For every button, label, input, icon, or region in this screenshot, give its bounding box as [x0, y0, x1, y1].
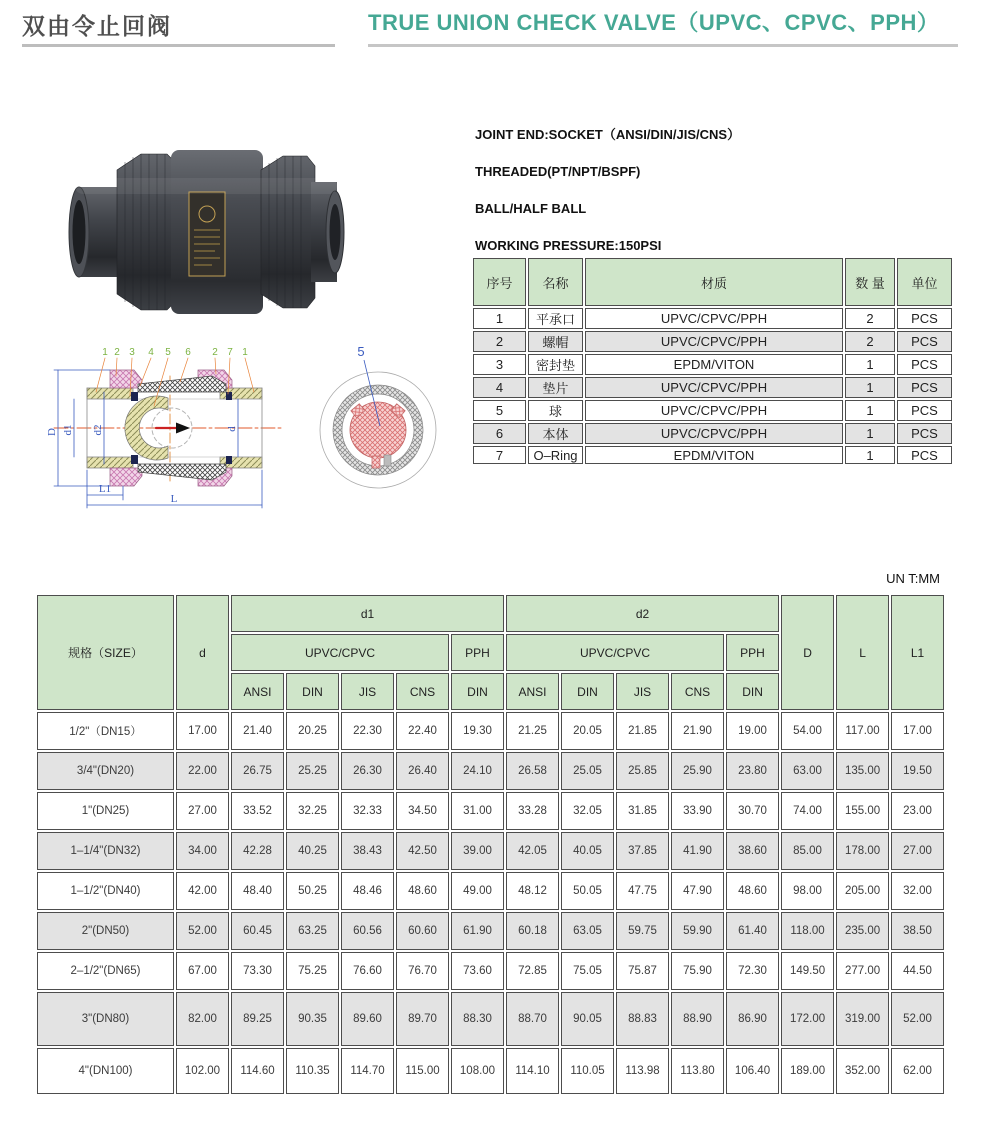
- dim-cell-value: 52.00: [891, 992, 944, 1046]
- parts-table-cell: PCS: [897, 446, 952, 464]
- dim-cell-value: 59.90: [671, 912, 724, 950]
- callout-2: 2: [114, 347, 120, 358]
- dim-cell-value: 31.85: [616, 792, 669, 830]
- spec-ball: BALL/HALF BALL: [475, 201, 587, 216]
- unit-note: UN T:MM: [886, 571, 940, 586]
- dim-cell-value: 17.00: [176, 712, 229, 750]
- dim-cell-value: 63.25: [286, 912, 339, 950]
- dim-cell-value: 110.05: [561, 1048, 614, 1094]
- dim-cell-value: 72.30: [726, 952, 779, 990]
- dim-cell-value: 88.70: [506, 992, 559, 1046]
- dim-cell-value: 33.28: [506, 792, 559, 830]
- dim-cell-value: 21.40: [231, 712, 284, 750]
- dim-cell-value: 60.60: [396, 912, 449, 950]
- dim-cell-value: 155.00: [836, 792, 889, 830]
- dim-cell-value: 25.85: [616, 752, 669, 790]
- dim-cell-value: 60.45: [231, 912, 284, 950]
- parts-table-cell: 3: [473, 354, 526, 375]
- dim-cell-value: 86.90: [726, 992, 779, 1046]
- parts-table-cell: 1: [845, 354, 895, 375]
- dim-cell-value: 19.50: [891, 752, 944, 790]
- dim-header-standard: CNS: [671, 673, 724, 710]
- flow-arrow: [176, 423, 190, 434]
- dim-header-standard: JIS: [616, 673, 669, 710]
- dim-cell-value: 26.40: [396, 752, 449, 790]
- valve-body-illustration: [69, 150, 344, 314]
- dim-header-upvc-d1: UPVC/CPVC: [231, 634, 449, 671]
- dim-label-d: d: [226, 426, 238, 432]
- dim-header-standard: DIN: [561, 673, 614, 710]
- dim-cell-value: 114.70: [341, 1048, 394, 1094]
- page-title-english: TRUE UNION CHECK VALVE（UPVC、CPVC、PPH）: [368, 10, 940, 35]
- dim-cell-value: 47.90: [671, 872, 724, 910]
- section-callout-5: 5: [357, 344, 365, 359]
- parts-table-cell: 本体: [528, 423, 583, 444]
- parts-table-cell: 密封垫: [528, 354, 583, 375]
- dim-table-row: [37, 992, 944, 1046]
- dim-header-standard: DIN: [451, 673, 504, 710]
- parts-table-cell: 5: [473, 400, 526, 421]
- parts-header-name: 名称: [528, 258, 583, 306]
- dim-table-row: [37, 712, 944, 750]
- parts-table-cell: 4: [473, 377, 526, 398]
- dim-cell-value: 32.05: [561, 792, 614, 830]
- dim-cell-value: 110.35: [286, 1048, 339, 1094]
- parts-table-cell: 6: [473, 423, 526, 444]
- dim-cell-value: 42.28: [231, 832, 284, 870]
- dim-table-row: [37, 752, 944, 790]
- dim-cell-value: 75.87: [616, 952, 669, 990]
- dim-cell-value: 26.75: [231, 752, 284, 790]
- dim-cell-value: 319.00: [836, 992, 889, 1046]
- dim-cell-value: 50.05: [561, 872, 614, 910]
- dim-header-D: D: [781, 595, 834, 710]
- callout-5: 5: [165, 347, 171, 358]
- dim-header-L1: L1: [891, 595, 944, 710]
- dim-cell-value: 89.70: [396, 992, 449, 1046]
- dim-cell-size: 2–1/2"(DN65): [37, 952, 174, 990]
- dim-cell-value: 74.00: [781, 792, 834, 830]
- dim-cell-value: 172.00: [781, 992, 834, 1046]
- dim-cell-value: 40.25: [286, 832, 339, 870]
- dim-cell-value: 27.00: [891, 832, 944, 870]
- parts-table-cell: 1: [845, 446, 895, 464]
- dim-cell-value: 23.80: [726, 752, 779, 790]
- dim-cell-value: 73.30: [231, 952, 284, 990]
- parts-table-row: [473, 308, 952, 329]
- dim-cell-value: 114.10: [506, 1048, 559, 1094]
- spec-threaded: THREADED(PT/NPT/BSPF): [475, 164, 641, 179]
- parts-table-cell: 平承口: [528, 308, 583, 329]
- parts-header-material: 材质: [585, 258, 843, 306]
- dim-header-row-1: [37, 595, 944, 632]
- dim-cell-value: 38.50: [891, 912, 944, 950]
- dim-cell-value: 38.43: [341, 832, 394, 870]
- dim-cell-value: 44.50: [891, 952, 944, 990]
- dim-table-row: [37, 952, 944, 990]
- parts-table-cell: 2: [845, 331, 895, 352]
- callout-4: 4: [148, 347, 154, 358]
- dim-cell-value: 75.05: [561, 952, 614, 990]
- dim-cell-value: 98.00: [781, 872, 834, 910]
- dim-label-d2: d2: [92, 424, 104, 436]
- dim-cell-value: 41.90: [671, 832, 724, 870]
- dim-cell-value: 20.05: [561, 712, 614, 750]
- dim-cell-value: 88.90: [671, 992, 724, 1046]
- parts-table-cell: 螺帽: [528, 331, 583, 352]
- dim-cell-value: 61.40: [726, 912, 779, 950]
- dim-cell-value: 149.50: [781, 952, 834, 990]
- parts-table-cell: PCS: [897, 354, 952, 375]
- dim-cell-value: 32.33: [341, 792, 394, 830]
- callout-2b: 2: [212, 347, 218, 358]
- dim-cell-value: 34.00: [176, 832, 229, 870]
- parts-table-cell: EPDM/VITON: [585, 354, 843, 375]
- dim-cell-value: 178.00: [836, 832, 889, 870]
- spec-list: [475, 116, 945, 264]
- dim-cell-value: 277.00: [836, 952, 889, 990]
- dim-cell-value: 52.00: [176, 912, 229, 950]
- dim-header-standard: JIS: [341, 673, 394, 710]
- ball-front: [350, 402, 406, 468]
- dim-label-d1: d1: [62, 424, 74, 436]
- dim-cell-value: 89.25: [231, 992, 284, 1046]
- dim-cell-value: 76.60: [341, 952, 394, 990]
- dim-cell-value: 22.30: [341, 712, 394, 750]
- dim-cell-value: 32.25: [286, 792, 339, 830]
- dim-header-size: 规格（SIZE）: [37, 595, 174, 710]
- dim-label-L1: L1: [98, 483, 112, 495]
- dim-cell-value: 25.25: [286, 752, 339, 790]
- dim-cell-value: 82.00: [176, 992, 229, 1046]
- dim-cell-value: 48.12: [506, 872, 559, 910]
- dim-cell-value: 21.25: [506, 712, 559, 750]
- parts-table-cell: 7: [473, 446, 526, 464]
- dim-cell-value: 72.85: [506, 952, 559, 990]
- dim-cell-value: 17.00: [891, 712, 944, 750]
- dim-cell-value: 63.00: [781, 752, 834, 790]
- dim-cell-value: 67.00: [176, 952, 229, 990]
- parts-table-cell: 1: [845, 400, 895, 421]
- dim-cell-value: 25.90: [671, 752, 724, 790]
- dim-cell-value: 102.00: [176, 1048, 229, 1094]
- dim-header-standard: CNS: [396, 673, 449, 710]
- parts-table-cell: 2: [845, 308, 895, 329]
- parts-table-cell: UPVC/CPVC/PPH: [585, 423, 843, 444]
- parts-table-cell: PCS: [897, 377, 952, 398]
- parts-table-cell: 球: [528, 400, 583, 421]
- parts-table-cell: UPVC/CPVC/PPH: [585, 331, 843, 352]
- dim-cell-value: 85.00: [781, 832, 834, 870]
- dim-cell-size: 3"(DN80): [37, 992, 174, 1046]
- dim-header-upvc-d2: UPVC/CPVC: [506, 634, 724, 671]
- callout-1b: 1: [242, 347, 248, 358]
- technical-drawing: [30, 340, 450, 540]
- dim-cell-value: 352.00: [836, 1048, 889, 1094]
- parts-table-row: [473, 354, 952, 375]
- dim-cell-value: 20.25: [286, 712, 339, 750]
- dim-cell-value: 33.90: [671, 792, 724, 830]
- product-photo-valve: [55, 140, 345, 335]
- parts-table: [471, 256, 954, 466]
- dim-cell-size: 4"(DN100): [37, 1048, 174, 1094]
- dim-cell-value: 22.00: [176, 752, 229, 790]
- parts-table-cell: 1: [473, 308, 526, 329]
- dim-cell-size: 2"(DN50): [37, 912, 174, 950]
- dim-cell-value: 61.90: [451, 912, 504, 950]
- dim-cell-value: 189.00: [781, 1048, 834, 1094]
- dim-cell-value: 48.46: [341, 872, 394, 910]
- parts-table-cell: PCS: [897, 423, 952, 444]
- dim-cell-value: 42.00: [176, 872, 229, 910]
- dim-cell-size: 1/2"（DN15）: [37, 712, 174, 750]
- dim-cell-value: 48.60: [726, 872, 779, 910]
- dim-table-row: [37, 912, 944, 950]
- parts-table-cell: O–Ring: [528, 446, 583, 464]
- dim-cell-value: 90.35: [286, 992, 339, 1046]
- dim-cell-value: 117.00: [836, 712, 889, 750]
- dim-cell-value: 33.52: [231, 792, 284, 830]
- dim-cell-value: 31.00: [451, 792, 504, 830]
- dim-table-body: [37, 712, 944, 1094]
- dim-cell-value: 114.60: [231, 1048, 284, 1094]
- dim-cell-value: 59.75: [616, 912, 669, 950]
- dim-header-standard: DIN: [726, 673, 779, 710]
- parts-table-cell: 1: [845, 377, 895, 398]
- dim-table-row: [37, 832, 944, 870]
- dim-cell-value: 39.00: [451, 832, 504, 870]
- parts-table-row: [473, 446, 952, 464]
- dim-label-D: D: [46, 428, 58, 436]
- callout-6: 6: [185, 347, 191, 358]
- dim-cell-value: 27.00: [176, 792, 229, 830]
- dim-header-standard: DIN: [286, 673, 339, 710]
- dim-cell-value: 23.00: [891, 792, 944, 830]
- dim-cell-value: 235.00: [836, 912, 889, 950]
- dim-cell-value: 49.00: [451, 872, 504, 910]
- parts-table-row: [473, 423, 952, 444]
- dim-cell-value: 115.00: [396, 1048, 449, 1094]
- parts-table-cell: UPVC/CPVC/PPH: [585, 400, 843, 421]
- dim-header-pph-d1: PPH: [451, 634, 504, 671]
- dim-cell-value: 21.90: [671, 712, 724, 750]
- dim-cell-value: 75.90: [671, 952, 724, 990]
- dim-cell-value: 38.60: [726, 832, 779, 870]
- callout-numbers: [102, 347, 248, 358]
- dim-cell-value: 106.40: [726, 1048, 779, 1094]
- dim-table-row: [37, 872, 944, 910]
- parts-table-cell: EPDM/VITON: [585, 446, 843, 464]
- callout-7: 7: [227, 347, 233, 358]
- dim-cell-size: 1–1/2"(DN40): [37, 872, 174, 910]
- dim-cell-value: 48.60: [396, 872, 449, 910]
- dim-cell-value: 135.00: [836, 752, 889, 790]
- dim-cell-value: 48.40: [231, 872, 284, 910]
- dim-cell-value: 24.10: [451, 752, 504, 790]
- dim-cell-value: 47.75: [616, 872, 669, 910]
- dim-cell-value: 30.70: [726, 792, 779, 830]
- parts-header-qty: 数 量: [845, 258, 895, 306]
- dim-cell-value: 34.50: [396, 792, 449, 830]
- dim-label-L: L: [170, 493, 178, 505]
- dim-cell-value: 75.25: [286, 952, 339, 990]
- parts-table-body: [473, 308, 952, 464]
- dim-cell-value: 50.25: [286, 872, 339, 910]
- callout-1: 1: [102, 347, 108, 358]
- parts-table-header-row: [473, 258, 952, 306]
- dim-cell-value: 22.40: [396, 712, 449, 750]
- dim-cell-value: 90.05: [561, 992, 614, 1046]
- parts-table-cell: PCS: [897, 331, 952, 352]
- dim-cell-value: 76.70: [396, 952, 449, 990]
- dim-cell-value: 37.85: [616, 832, 669, 870]
- dim-cell-size: 1"(DN25): [37, 792, 174, 830]
- dim-cell-value: 32.00: [891, 872, 944, 910]
- dim-cell-value: 42.50: [396, 832, 449, 870]
- parts-table-cell: 1: [845, 423, 895, 444]
- section-view: [320, 344, 436, 488]
- parts-table-cell: 垫片: [528, 377, 583, 398]
- dim-cell-value: 54.00: [781, 712, 834, 750]
- dim-cell-value: 19.30: [451, 712, 504, 750]
- dim-cell-value: 26.58: [506, 752, 559, 790]
- dim-cell-value: 89.60: [341, 992, 394, 1046]
- dim-header-d2-group: d2: [506, 595, 779, 632]
- callout-3: 3: [129, 347, 135, 358]
- dim-cell-value: 113.80: [671, 1048, 724, 1094]
- dim-cell-value: 108.00: [451, 1048, 504, 1094]
- title-underline-right: [368, 44, 958, 47]
- parts-table-row: [473, 377, 952, 398]
- dim-cell-value: 26.30: [341, 752, 394, 790]
- dim-cell-value: 21.85: [616, 712, 669, 750]
- dim-header-d1-group: d1: [231, 595, 504, 632]
- dimension-table: [35, 593, 946, 1096]
- dim-cell-value: 60.56: [341, 912, 394, 950]
- dim-cell-value: 40.05: [561, 832, 614, 870]
- dim-cell-value: 88.83: [616, 992, 669, 1046]
- parts-table-cell: UPVC/CPVC/PPH: [585, 308, 843, 329]
- page-title-chinese: 双由令止回阀: [22, 13, 172, 39]
- dim-header-pph-d2: PPH: [726, 634, 779, 671]
- dim-table-row: [37, 1048, 944, 1094]
- dim-cell-size: 3/4"(DN20): [37, 752, 174, 790]
- parts-header-unit: 单位: [897, 258, 952, 306]
- parts-table-cell: PCS: [897, 308, 952, 329]
- dim-cell-value: 118.00: [781, 912, 834, 950]
- dim-cell-value: 25.05: [561, 752, 614, 790]
- spec-working-pressure: WORKING PRESSURE:150PSI: [475, 238, 662, 253]
- dim-header-standard: ANSI: [231, 673, 284, 710]
- dim-cell-size: 1–1/4"(DN32): [37, 832, 174, 870]
- spec-joint-end: JOINT END:SOCKET（ANSI/DIN/JIS/CNS）: [475, 127, 741, 142]
- dim-cell-value: 62.00: [891, 1048, 944, 1094]
- parts-table-cell: PCS: [897, 400, 952, 421]
- dim-cell-value: 19.00: [726, 712, 779, 750]
- title-underline-left: [22, 44, 335, 47]
- dim-header-L: L: [836, 595, 889, 710]
- dim-cell-value: 73.60: [451, 952, 504, 990]
- dim-header-standard: ANSI: [506, 673, 559, 710]
- dim-cell-value: 63.05: [561, 912, 614, 950]
- parts-table-cell: 2: [473, 331, 526, 352]
- dim-cell-value: 88.30: [451, 992, 504, 1046]
- parts-header-index: 序号: [473, 258, 526, 306]
- dim-cell-value: 60.18: [506, 912, 559, 950]
- dim-table-row: [37, 792, 944, 830]
- parts-table-row: [473, 400, 952, 421]
- dim-cell-value: 205.00: [836, 872, 889, 910]
- dim-header-d: d: [176, 595, 229, 710]
- dim-cell-value: 113.98: [616, 1048, 669, 1094]
- parts-table-cell: UPVC/CPVC/PPH: [585, 377, 843, 398]
- parts-table-row: [473, 331, 952, 352]
- cross-section-view: [46, 347, 282, 508]
- dim-cell-value: 42.05: [506, 832, 559, 870]
